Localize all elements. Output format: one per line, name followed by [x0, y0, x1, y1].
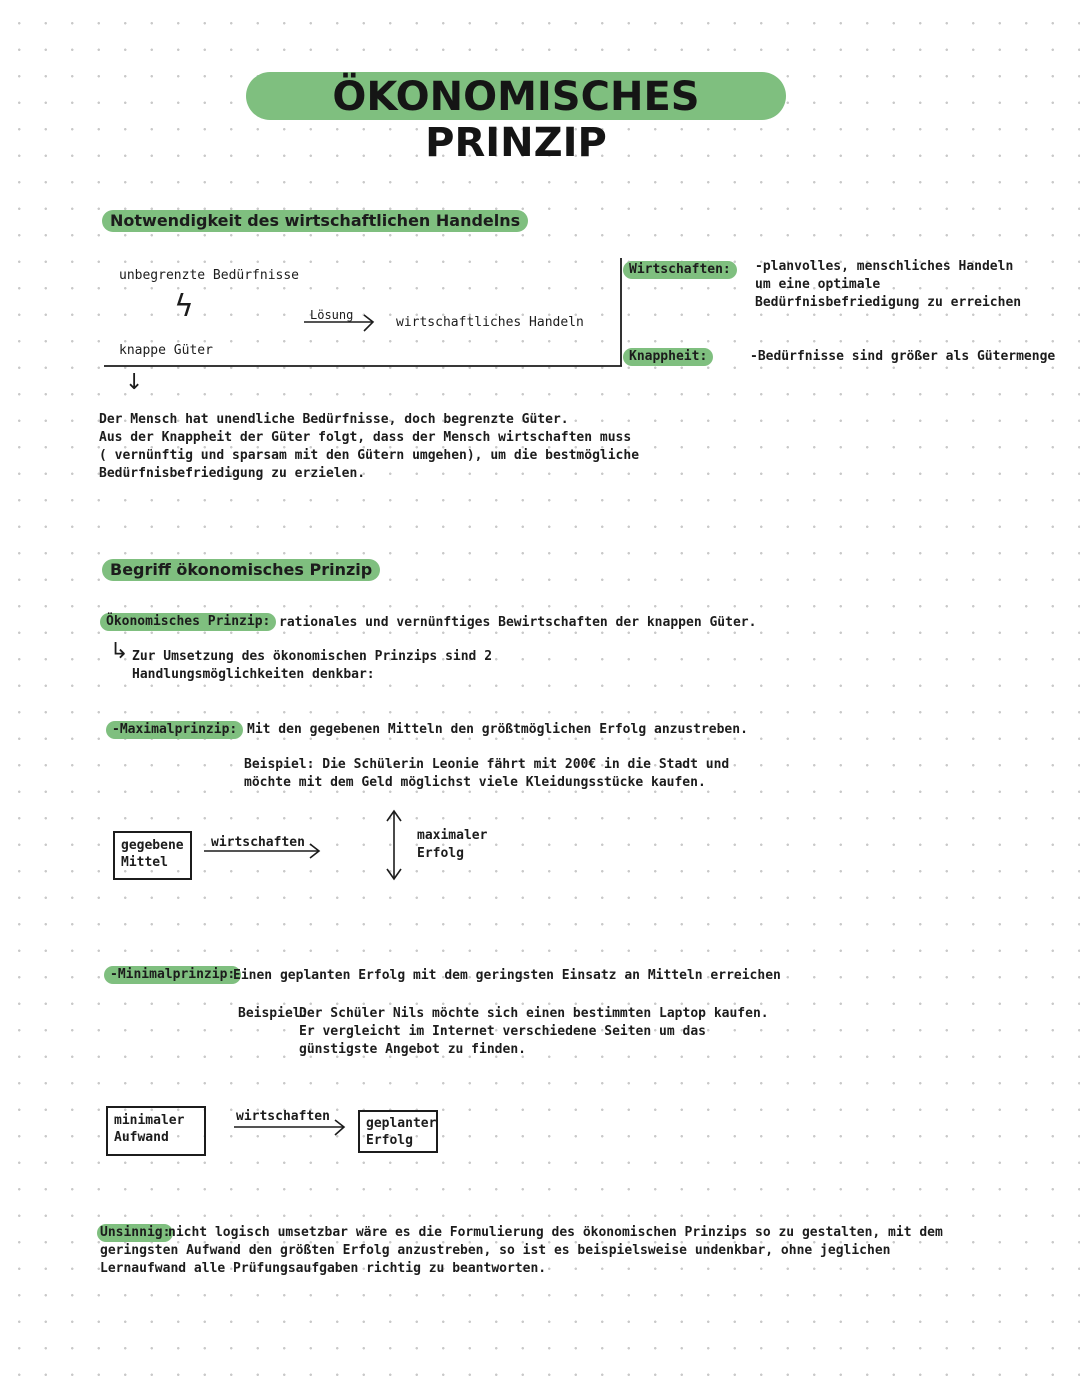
- box-line: Erfolg: [366, 1133, 413, 1148]
- def-line: um eine optimale: [755, 277, 881, 292]
- unsinn-line-3: Lernaufwand alle Prüfungsaufgaben richtig zu beantworten.: [100, 1261, 547, 1276]
- term-minimalprinzip: -Minimalprinzip:: [104, 966, 241, 984]
- def-knappheit: -Bedürfnisse sind größer als Gütermenge: [750, 349, 1056, 364]
- def-minimalprinzip: Einen geplanten Erfolg mit dem geringsten Einsatz an Mitteln erreichen: [233, 968, 781, 983]
- box-line: minimaler: [114, 1113, 185, 1128]
- def-oekonomisches-prinzip: rationales und vernünftiges Bewirtschaften der knappen Güter.: [279, 615, 757, 630]
- section-heading-notwendigkeit: Notwendigkeit des wirtschaftlichen Handelns: [102, 210, 528, 232]
- arrow-label-maximal: wirtschaften: [211, 835, 305, 850]
- conflict-icon: ϟ: [174, 289, 194, 324]
- example-line: Er vergleicht im Internet verschiedene Seiten um das: [299, 1024, 706, 1039]
- goods-text: knappe Güter: [119, 343, 213, 358]
- def-maximalprinzip: Mit den gegebenen Mitteln den größtmöglichen Erfolg anzustreben.: [247, 722, 748, 737]
- term-knappheit: Knappheit:: [623, 348, 713, 366]
- result-text: wirtschaftliches Handeln: [396, 315, 584, 330]
- paragraph-line: Aus der Knappheit der Güter folgt, dass der Mensch wirtschaften muss: [99, 430, 632, 445]
- solution-label: Lösung: [310, 308, 354, 322]
- example-line: Beispiel: Die Schülerin Leonie fährt mit 200€ in die Stadt und: [244, 757, 730, 772]
- term-oekonomisches-prinzip: Ökonomisches Prinzip:: [100, 613, 276, 631]
- box-line: geplanter: [366, 1116, 437, 1131]
- paragraph-line: Der Mensch hat unendliche Bedürfnisse, doch begrenzte Güter.: [99, 412, 569, 427]
- arrow-label-minimal: wirtschaften: [236, 1109, 330, 1124]
- section-heading-begriff: Begriff ökonomisches Prinzip: [102, 559, 380, 581]
- result-line: Erfolg: [417, 846, 464, 861]
- needs-text: unbegrenzte Bedürfnisse: [119, 268, 300, 283]
- def-line: -planvolles, menschliches Handeln: [755, 259, 1014, 274]
- unsinn-line-1: nicht logisch umsetzbar wäre es die Formulierung des ökonomischen Prinzips so zu gestalten, mit dem: [168, 1225, 943, 1240]
- example-label-minimal: Beispiel:: [238, 1006, 309, 1021]
- note-line: Zur Umsetzung des ökonomischen Prinzips sind 2: [132, 649, 493, 664]
- page-title: ÖKONOMISCHES PRINZIP: [332, 74, 700, 166]
- result-line: maximaler: [417, 828, 488, 843]
- example-line: möchte mit dem Geld möglichst viele Kleidungsstücke kaufen.: [244, 775, 706, 790]
- example-line: Der Schüler Nils möchte sich einen bestimmten Laptop kaufen.: [299, 1006, 769, 1021]
- paragraph-line: ( vernünftig und sparsam mit den Gütern umgehen), um die bestmögliche: [99, 448, 640, 463]
- box-line: Aufwand: [114, 1130, 169, 1145]
- box-line: gegebene: [121, 838, 184, 853]
- def-line: Bedürfnisbefriedigung zu erreichen: [755, 295, 1022, 310]
- term-wirtschaften: Wirtschaften:: [623, 261, 737, 279]
- down-arrow-icon: ↓: [125, 370, 144, 395]
- term-unsinnig: Unsinnig:: [97, 1224, 173, 1242]
- note-line: Handlungsmöglichkeiten denkbar:: [132, 667, 375, 682]
- paragraph-line: Bedürfnisbefriedigung zu erzielen.: [99, 466, 366, 481]
- term-maximalprinzip: -Maximalprinzip:: [106, 721, 243, 739]
- turn-arrow-icon: ↳: [110, 639, 129, 664]
- box-line: Mittel: [121, 855, 168, 870]
- example-line: günstigste Angebot zu finden.: [299, 1042, 526, 1057]
- unsinn-line-2: geringsten Aufwand den größten Erfolg anzustreben, so ist es beispielsweise undenkbar, ohne jeglichen: [100, 1243, 891, 1258]
